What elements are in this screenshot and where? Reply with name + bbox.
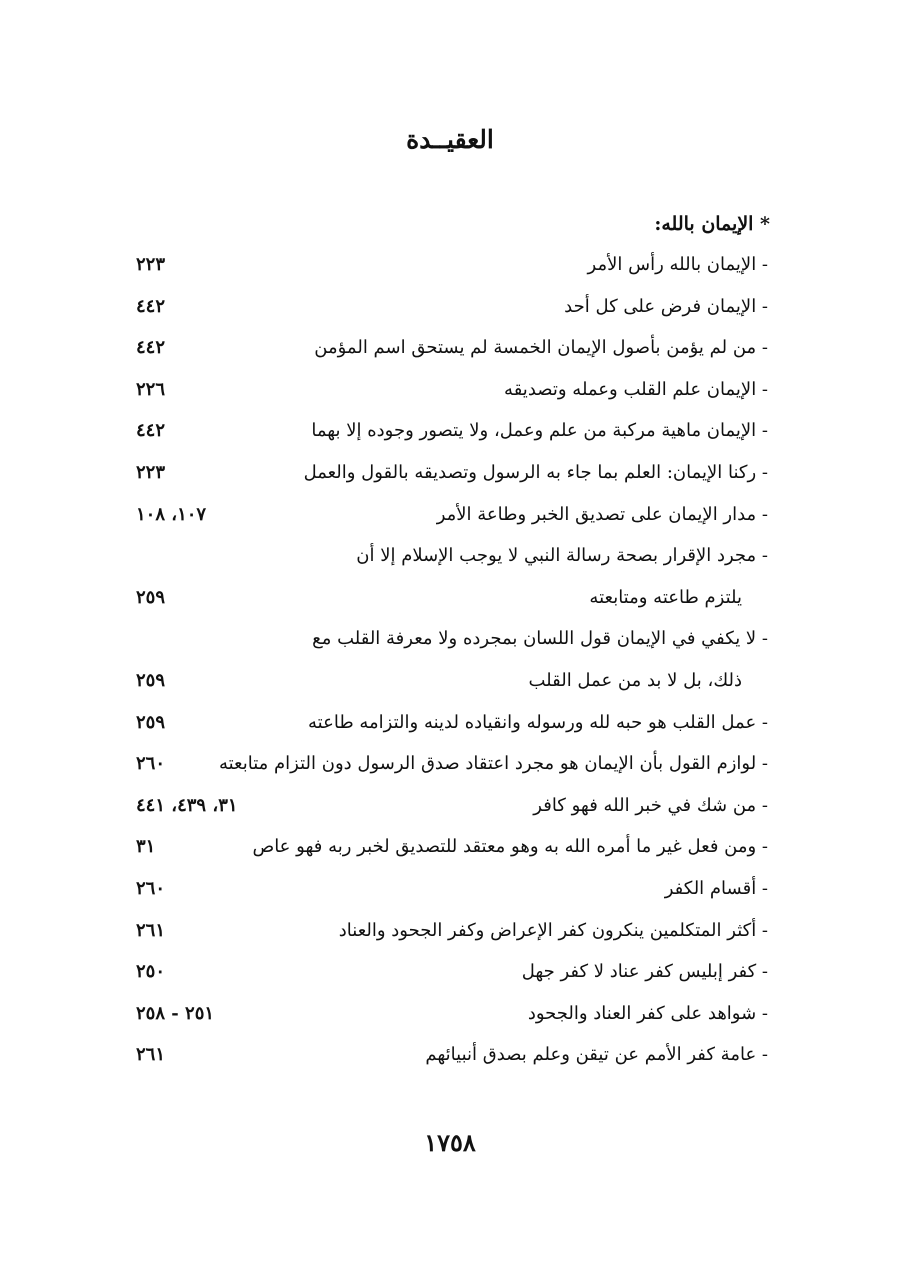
entry-text: - عمل القلب هو حبه لله ورسوله وانقياده لدينه والتزامه طاعته: [308, 711, 768, 733]
index-entry: [118, 581, 768, 623]
index-entry: [118, 456, 768, 498]
index-entry: [118, 706, 768, 748]
entry-text: - ومن فعل غير ما أمره الله به وهو معتقد للتصديق لخبر ربه فهو عاص: [252, 836, 768, 858]
index-entry: [118, 622, 768, 664]
entry-page-ref: ٢٢٦: [136, 378, 166, 400]
index-entry: [118, 539, 768, 581]
entry-page-ref: ١٠٧، ١٠٨: [136, 503, 207, 525]
entry-text: يلتزم طاعته ومتابعته: [589, 586, 742, 608]
entry-text: - مدار الإيمان على تصديق الخبر وطاعة الأمر: [436, 503, 768, 525]
entry-page-ref: ٤٤٢: [136, 337, 166, 359]
entry-page-ref: ٢٥١ - ٢٥٨: [136, 1002, 215, 1024]
section-heading: * الإيمان بالله:: [654, 213, 770, 235]
entry-text: - كفر إبليس كفر عناد لا كفر جهل: [521, 961, 768, 983]
index-entry: [118, 830, 768, 872]
entry-text: - الإيمان علم القلب وعمله وتصديقه: [504, 378, 768, 400]
index-entry: [118, 664, 768, 706]
entry-page-ref: ٢٢٣: [136, 461, 166, 483]
entry-page-ref: ٤٤٢: [136, 420, 166, 442]
entry-text: - أقسام الكفر: [664, 877, 768, 899]
entry-text: - الإيمان بالله رأس الأمر: [587, 254, 768, 275]
entry-page-ref: ٣١، ٤٣٩، ٤٤١: [136, 794, 238, 816]
entry-page-ref: ٢٥٠: [136, 961, 166, 983]
page-title: العقيــدة: [406, 125, 494, 154]
entry-page-ref: ٢٦١: [136, 919, 166, 941]
index-entry: [118, 498, 768, 540]
entry-page-ref: ٢٥٩: [136, 711, 166, 733]
index-entry: [118, 747, 768, 789]
entry-page-ref: ٢٥٩: [136, 586, 166, 608]
entry-page-ref: ٢٦٠: [136, 877, 166, 899]
index-entry: [118, 373, 768, 415]
index-entry: [118, 914, 768, 956]
entry-text: - لوازم القول بأن الإيمان هو مجرد اعتقاد صدق الرسول دون التزام متابعته: [218, 753, 768, 775]
index-entry: [118, 789, 768, 831]
index-entries: [118, 248, 768, 1080]
page-number: ١٧٥٨: [424, 1128, 476, 1157]
entry-text: - ركنا الإيمان: العلم بما جاء به الرسول وتصديقه بالقول والعمل: [303, 461, 768, 483]
entry-text: - الإيمان ماهية مركبة من علم وعمل، ولا يتصور وجوده إلا بهما: [311, 420, 768, 442]
index-entry: [118, 248, 768, 290]
entry-page-ref: ٤٤٢: [136, 295, 166, 317]
entry-text: - من لم يؤمن بأصول الإيمان الخمسة لم يستحق اسم المؤمن: [314, 337, 768, 359]
entry-text: - مجرد الإقرار بصحة رسالة النبي لا يوجب الإسلام إلا أن: [356, 545, 768, 567]
index-entry: [118, 997, 768, 1039]
entry-text: - شواهد على كفر العناد والجحود: [527, 1002, 768, 1024]
entry-text: ذلك، بل لا بد من عمل القلب: [528, 669, 742, 691]
entry-page-ref: ٣١: [136, 836, 156, 858]
entry-text: - الإيمان فرض على كل أحد: [564, 295, 768, 317]
index-entry: [118, 414, 768, 456]
entry-page-ref: ٢٦٠: [136, 753, 166, 775]
entry-page-ref: ٢٥٩: [136, 669, 166, 691]
index-entry: [118, 955, 768, 997]
entry-text: - عامة كفر الأمم عن تيقن وعلم بصدق أنبيائهم: [425, 1044, 768, 1066]
index-entry: [118, 331, 768, 373]
index-entry: [118, 872, 768, 914]
index-entry: [118, 290, 768, 332]
entry-text: - أكثر المتكلمين ينكرون كفر الإعراض وكفر الجحود والعناد: [338, 919, 768, 941]
entry-text: - من شك في خبر الله فهو كافر: [533, 794, 768, 816]
entry-page-ref: ٢٢٣: [136, 254, 166, 275]
entry-page-ref: ٢٦١: [136, 1044, 166, 1066]
entry-text: - لا يكفي في الإيمان قول اللسان بمجرده ولا معرفة القلب مع: [312, 628, 768, 650]
index-entry: [118, 1038, 768, 1080]
